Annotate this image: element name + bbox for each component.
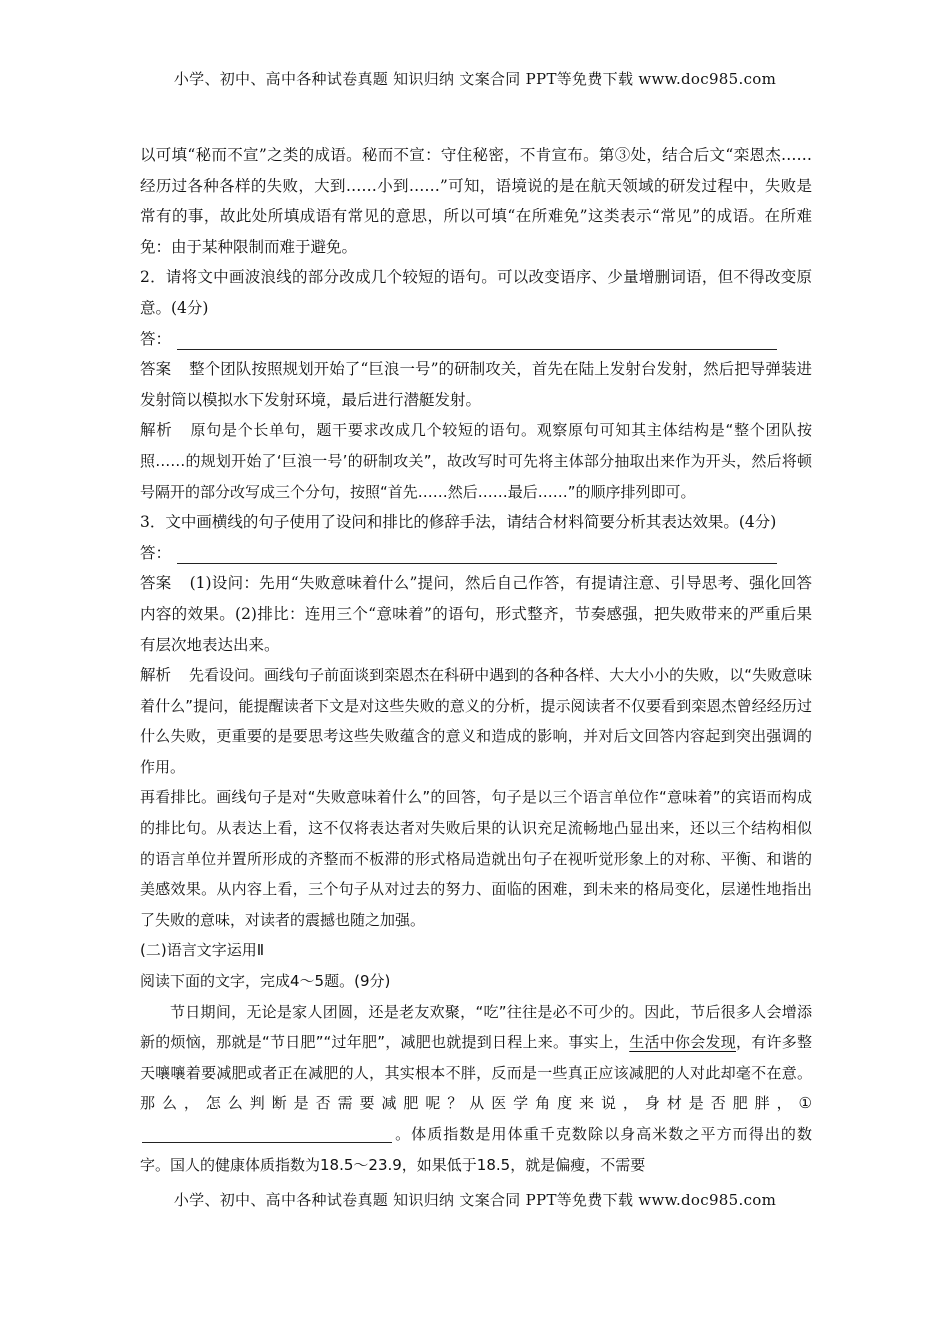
fill-blank-1[interactable] [142,1141,392,1143]
answer-label: 答案 [140,360,172,379]
answer-text: 整个团队按照规划开始了“巨浪一号”的研制攻关，首先在陆上发射台发射，然后把导弹装进发射筒以模拟水下发射环境，最后进行潜艇发射。 [140,360,812,409]
answer-line-3 [140,538,812,569]
answer-label: 答案 [140,574,172,593]
reading-passage [140,997,812,1181]
question-3: 3．文中画横线的句子使用了设问和排比的修辞手法，请结合材料简要分析其表达效果。(4分) [140,513,777,532]
analysis-text: 原句是个长单句，题干要求改成几个较短的语句。观察原句可知其主体结构是“整个团队按照……的规划开始了‘巨浪一号’的研制攻关”，故改写时可先将主体部分抽取出来作为开头，然后将顿号隔开的部分改写成三个分句，按照“首先……然后……最后……”的顺序排列即可。 [140,421,812,501]
answer-3 [140,568,812,660]
answer-prefix: 答： [140,543,172,562]
analysis-3-continued: 再看排比。画线句子是对“失败意味着什么”的回答，句子是以三个语言单位作“意味着”的宾语而构成的排比句。从表达上看，这不仅将表达者对失败后果的认识充足流畅地凸显出来，还以三个结构相似的语言单位并置所形成的齐整而不板滞的形式格局造就出句子在视听觉形象上的对称、平衡、和谐的美感效果。从内容上看，三个句子从对过去的努力、面临的困难，到未来的格局变化，层递性地指出了失败的意味，对读者的震撼也随之加强。 [140,788,812,929]
page-footer: 小学、初中、高中各种试卷真题 知识归纳 文案合同 PPT等免费下载 www.doc985.com [173,1191,777,1209]
answer-2 [140,354,812,415]
document-body [140,140,812,1180]
analysis-label: 解析 [140,421,173,440]
analysis-3 [140,660,812,782]
underlined-phrase: 生活中你会发现 [629,1033,736,1052]
section-title: (二)语言文字运用Ⅱ [140,941,265,960]
passage-part-c: 。体质指数是用体重千克数除以身高米数之平方而得出的数字。国人的健康体质指数为18.5～23.9，如果低于18.5，就是偏瘦，不需要 [140,1125,812,1174]
analysis-text: 先看设问。画线句子前面谈到栾恩杰在科研中遇到的各种各样、大大小小的失败，以“失败意味着什么”提问，能提醒读者下文是对这些失败的意义的分析，提示阅读者不仅要看到栾恩杰曾经经历过什么失败，更重要的是要思考这些失败蕴含的意义和造成的影响，并对后文回答内容起到突出强调的作用。 [140,666,812,776]
passage-part-b: ，有许多整天嚷嚷着要减肥或者正在减肥的人，其实根本不胖，反而是一些真正应该减肥的人对此却毫不在意。那么，怎么判断是否需要减肥呢？从医学角度来说，身材是否肥胖，① [140,1033,812,1113]
page-header: 小学、初中、高中各种试卷真题 知识归纳 文案合同 PPT等免费下载 www.doc985.com [173,70,777,88]
analysis-2 [140,415,812,507]
answer-blank-line[interactable] [177,562,777,564]
answer-blank-line[interactable] [177,348,777,350]
question-2: 2．请将文中画波浪线的部分改成几个较短的语句。可以改变语序、少量增删词语，但不得改变原意。(4分) [140,268,812,317]
passage-part-a: 节日期间，无论是家人团圆，还是老友欢聚，“吃”往往是必不可少的。因此，节后很多人会增添新的烦恼，那就是“节日肥”“过年肥”，减肥也就提到日程上来。事实上， [140,1002,812,1052]
answer-text: (1)设问：先用“失败意味着什么”提问，然后自己作答，有提请注意、引导思考、强化回答内容的效果。(2)排比：连用三个“意味着”的语句，形式整齐，节奏感强，把失败带来的严重后果有层次地表达出来。 [140,574,812,654]
analysis-label: 解析 [140,666,172,685]
answer-prefix: 答： [140,329,172,348]
answer-line-2 [140,324,812,355]
analysis-continuation: 以可填“秘而不宣”之类的成语。秘而不宣：守住秘密，不肯宣布。第③处，结合后文“栾恩杰……经历过各种各样的失败，大到……小到……”可知，语境说的是在航天领域的研发过程中，失败是常有的事，故此处所填成语有常见的意思，所以可填“在所难免”这类表示“常见”的成语。在所难免：由于某种限制而难于避免。 [140,146,812,256]
section-instruction: 阅读下面的文字，完成4～5题。(9分) [140,972,391,991]
